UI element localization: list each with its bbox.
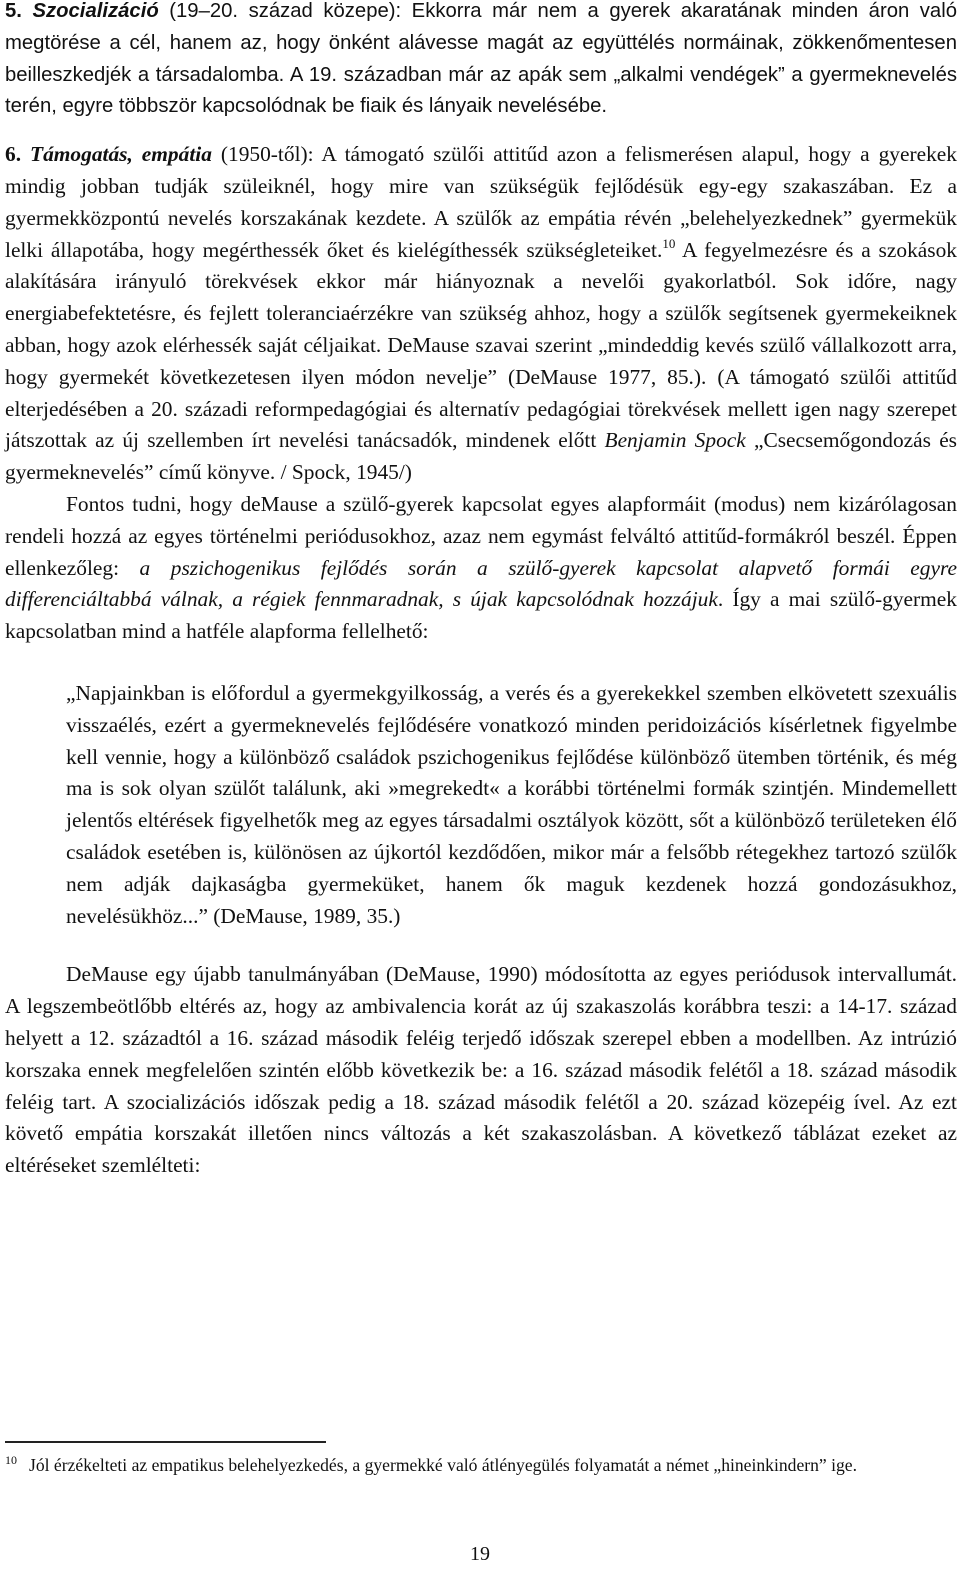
footnote bbox=[5, 1452, 957, 1479]
spock-name: Benjamin Spock bbox=[604, 428, 746, 453]
section-6-text-1: (1950-től): A támogató szülői attitűd azon a felismerésen alapul, hogy a gyerekek mindig jobban tudják szüleiknél, hogy mire van szükségük fejlődésük egy-egy szakaszában. Ez a gyermekközpontú nevelés korszakának kezdete. A szülők az empátia révén „belehelyezkednek” gyermekük lelki állapotába, hogy megérthessék őket és kielégíthessék szükségleteiket. bbox=[5, 142, 957, 262]
section-6-text-3: „Csecsemőgondozás és gyermeknevelés” című könyve. / Spock, 1945/) bbox=[5, 428, 958, 485]
modus-emphasis: a pszichogenikus fejlődés során a szülő-gyerek kapcsolat alapvető formái egyre differenciáltabbá válnak, a régiek fennmaradnak, s újak kapcsolódnak hozzájuk bbox=[5, 555, 957, 612]
section-6-text-2: A fegyelmezésre és a szokások alakítására irányuló törekvések ekkor már hiányoznak a nevelői gyakorlatból. Sok időre, nagy energiabefektetésre, és fejlett toleranciaérzékre van szükség ahhoz, hogy a szülők segítsenek gyermekeiknek abban, hogy azok elérhessék saját céljaikat. DeMause szavai szerint „mindeddig kevés szülő vállalkozott arra, hogy gyermekét következetesen ilyen módon nevelje” (DeMause 1977, 85.). (A támogató szülői attitűd elterjedésében a 20. századi reformpedagógiai és alternatív pedagógiai törekvések mellett igen nagy szerepet játszottak az új szellemben írt nevelési tanácsadók, mindenek előtt bbox=[5, 237, 957, 453]
block-quote: „Napjainkban is előfordul a gyermekgyilkosság, a verés és a gyerekekkel szemben elkövetett szexuális visszaélés, ezért a gyermeknevelés fejlődésére vonatkozó minden peridoizációs kísérletnek figyelmbe kell vennie, hogy a különböző családok pszichogenikus fejlődése különböző ütemben történik, és még ma is sok olyan szülőt találunk, aki »megrekedt« a korábbi történelmi formák szintjén. Mindemellett jelentős eltérések figyelhetők meg az egyes társadalmi osztályok között, sőt a különböző területeken élő családok esetében is, különösen az újkortól kezdődően, mikor már a felsőbb rétegekhez tartozó szülők nem adják dajkaságba gyermeküket, hanem ők maguk kezdenek hozzá gondozásukhoz, nevelésükhöz...” (DeMause, 1989, 35.) bbox=[66, 680, 957, 928]
footnote-number: 10 bbox=[5, 1453, 17, 1467]
modus-text-2: . Így a mai szülő-gyermek kapcsolatban mind a hatféle alapforma fellelhető: bbox=[5, 587, 957, 644]
footnote-reference: 10 bbox=[662, 235, 676, 251]
footnote-separator bbox=[5, 1441, 326, 1443]
demause-1990-paragraph: DeMause egy újabb tanulmányában (DeMause, 1990) módosította az egyes periódusok intervallumát. A legszembeötlőbb eltérés az, hogy az ambivalencia korát az új szakaszolás korábbra teszi: a 14-17. század helyett a 12. századtól a 16. század második feléig terjedő időszak szerepel ebben a modellben. Az intrúzió korszaka ennek megfelelően szintén előbb következik be: a 16. század második felétől a 18. század második feléig tart. A szocializációs időszak pedig a 18. század második felétől a 20. század közepéig ível. Az ezt követő empátia korszakát illetően nincs változás a két szakaszolásban. A következő táblázat ezeket az eltéréseket szemlélteti: bbox=[5, 962, 957, 1178]
section-5-number: 5. bbox=[5, 0, 22, 22]
modus-text-1: Fontos tudni, hogy deMause a szülő-gyerek kapcsolat egyes alapformáit (modus) nem kizárólagosan rendeli hozzá az egyes történelmi periódusokhoz, azaz nem egymást felváltó attitűd-formákról beszél. Éppen ellenkezőleg: bbox=[5, 491, 957, 580]
footnote-text: Jól érzékelteti az empatikus belehelyezkedés, a gyermekké való átlényegülés folyamatát a német „hineinkindern” ige. bbox=[29, 1455, 858, 1475]
section-5-paragraph bbox=[5, 0, 957, 123]
page-number: 19 bbox=[470, 1543, 490, 1565]
modus-paragraph bbox=[5, 489, 957, 648]
section-6-title: Támogatás, empátia bbox=[30, 142, 212, 167]
section-5-text: (19–20. század közepe): Ekkorra már nem a gyerek akaratának minden áron való megtörése a cél, hanem az, hogy önként alávesse magát az együttélés normáinak, zökkenőmentesen beilleszkedjék a társadalomba. A 19. században már az apák sem „alkalmi vendégek” a gyermeknevelés terén, egyre többször kapcsolódnak be fiaik és lányaik nevelésébe. bbox=[5, 0, 958, 118]
page-content bbox=[5, 0, 957, 1182]
section-6-number: 6. bbox=[5, 142, 22, 167]
section-6-paragraph bbox=[5, 139, 957, 489]
section-5-title: Szocializáció bbox=[32, 0, 159, 22]
